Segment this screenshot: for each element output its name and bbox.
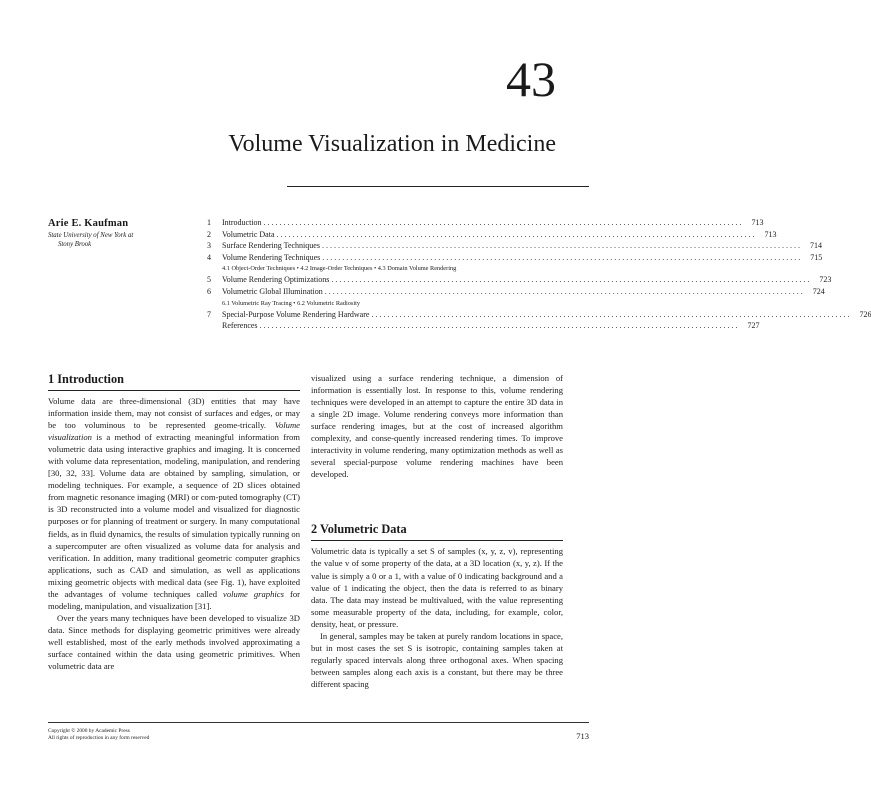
toc-entry-page: 713 [751,218,764,227]
toc-entry [207,275,832,287]
toc-entry-title: References [222,321,258,331]
toc-entry-title: Special-Purpose Volume Rendering Hardware [222,309,370,319]
affiliation-line-1: State University of New York at [48,232,134,239]
toc-entry-number: 4 [207,252,211,262]
left-column [48,372,300,672]
section-heading-volumetric-data: 2 Volumetric Data [311,522,407,537]
author-affiliation [48,231,198,249]
copyright-notice [48,728,589,742]
toc-entry [207,218,764,230]
toc-leader-dots: ........................................................................................................................ [259,321,740,331]
intro-paragraph-2: Over the years many techniques have been developed to visualize 3D data. Since methods for displaying geometric primitives were already well established, most of the early methods involved approximating a surface contained within the data using geometric primitives. When volumetric data are [48,612,300,672]
toc-entry-title: Volume Rendering Optimizations [222,275,330,285]
toc-entry [207,309,871,322]
page-number: 713 [576,731,589,741]
toc-leader-dots: ........................................................................................................................ [276,229,757,239]
author-block [48,218,198,249]
toc-entry-page: 724 [812,286,825,296]
rights-line: All rights of reproduction in any form reserved [48,735,150,741]
toc-entry-title: Surface Rendering Techniques [222,241,320,251]
toc-entry-page: 723 [819,275,832,285]
page-footer [48,722,589,742]
toc-leader-dots: ........................................................................................................................ [321,241,802,251]
toc-leader-dots: ........................................................................................................................ [371,309,852,319]
toc-entry [207,321,760,333]
toc-entry-title: Introduction [222,218,262,227]
chapter-number: 43 [506,51,556,107]
toc-subsections: 4.1 Object-Order Techniques • 4.2 Image-Order Techniques • 4.3 Domain Volume Rendering [222,265,457,273]
affiliation-line-2: Stony Brook [58,241,92,248]
toc-entry-page: 727 [747,321,760,331]
toc-entry-number: 6 [207,286,211,296]
toc-entry [207,286,825,299]
author-name: Arie E. Kaufman [48,218,129,229]
toc-entry-title: Volumetric Data [222,229,275,239]
toc-entry [207,229,777,242]
volumetric-paragraph-1: Volumetric data is typically a set S of samples (x, y, z, v), representing the value v of some property of the data, at a 3D location (x, y, z). If the value is simply a 0 or a 1, with a value of 0 indicating background and a value of 1 indicating the object, then the data is referred to as binary data. The data may instead be multivalued, with the value representing some measurable property of the data, including, for example, color, density, heat, or pressure. [311,546,563,629]
toc-entry-title: Volumetric Global Illumination [222,286,323,296]
toc-entry-page: 715 [810,252,823,262]
section-heading-introduction: 1 Introduction [48,372,124,386]
toc-entry-title: Volume Rendering Techniques [222,252,321,262]
copyright-line: Copyright © 2000 by Academic Press [48,728,130,734]
section-rule [311,540,563,541]
table-of-contents [207,218,871,333]
toc-leader-dots: ........................................................................................................................ [324,286,805,296]
toc-entry-number: 2 [207,229,211,239]
right-column [311,372,563,690]
toc-leader-dots: ........................................................................................................................ [263,218,744,227]
volumetric-paragraph-2: In general, samples may be taken at purely random locations in space, but in most cases the set S is isotropic, containing samples taken at regularly spaced intervals along three orthogonal axes. When spacing between samples along each axis is a constant, but there may be three different spacing [311,630,563,689]
toc-entry-page: 726 [859,309,871,319]
toc-entry [207,252,823,265]
intro-paragraph-3: visualized using a surface rendering technique, a dimension of information is essentially lost. In response to this, volume rendering techniques were developed in an attempt to capture the entire 3D data in a single 2D image. Volume rendering conveys more information than surface rendering images, but at the cost of increased algorithm complexity, and conse-quently increased rendering times. To improve interactivity in volume rendering, many optimization methods as well as several special-purpose volume rendering machines have been developed. [311,373,563,480]
toc-entry [207,241,822,253]
section-rule [48,390,300,391]
toc-subsections: 6.1 Volumetric Ray Tracing • 6.2 Volumetric Radiosity [222,299,360,307]
toc-entry-number: 1 [207,218,211,227]
toc-entry-page: 713 [764,229,777,239]
toc-entry-page: 714 [809,241,822,251]
toc-entry-number: 3 [207,241,211,251]
toc-leader-dots: ........................................................................................................................ [322,252,803,262]
title-divider [287,186,589,187]
toc-leader-dots: ........................................................................................................................ [331,275,812,285]
toc-entry-number: 5 [207,275,211,285]
intro-paragraph-1: Volume data are three-dimensional (3D) entities that may have information inside them, may not consist of surfaces and edges, or may be too voluminous to be represented geome-trically. Volume visualization is a method of extracting meaningful information from volumetric data using interactive graphics and imaging. It is concerned with volume data representation, modeling, manipulation, and rendering [30, 32, 33]. Volume data are obtained by sampling, simulation, or modeling techniques. For example, a sequence of 2D slices obtained from magnetic resonance imaging (MRI) or com-puted tomography (CT) is 3D reconstructed into a volume model and visualized for diagnostic purposes or for planning of treatment or surgery. In many computational fields, as in fluid dynamics, the results of simulation typically running on a supercomputer are often visualized as volume data for analysis and verification. In addition, many traditional geometric computer graphics applications, such as CAD and simulation, as well as applications mixing geometric objects with medical data (see Fig. 1), have exploited the advantages of volume techniques called volume graphics for modeling, manipulation, and visualization [31]. [48,396,301,611]
chapter-title: Volume Visualization in Medicine [228,131,556,157]
toc-entry-number: 7 [207,309,211,319]
